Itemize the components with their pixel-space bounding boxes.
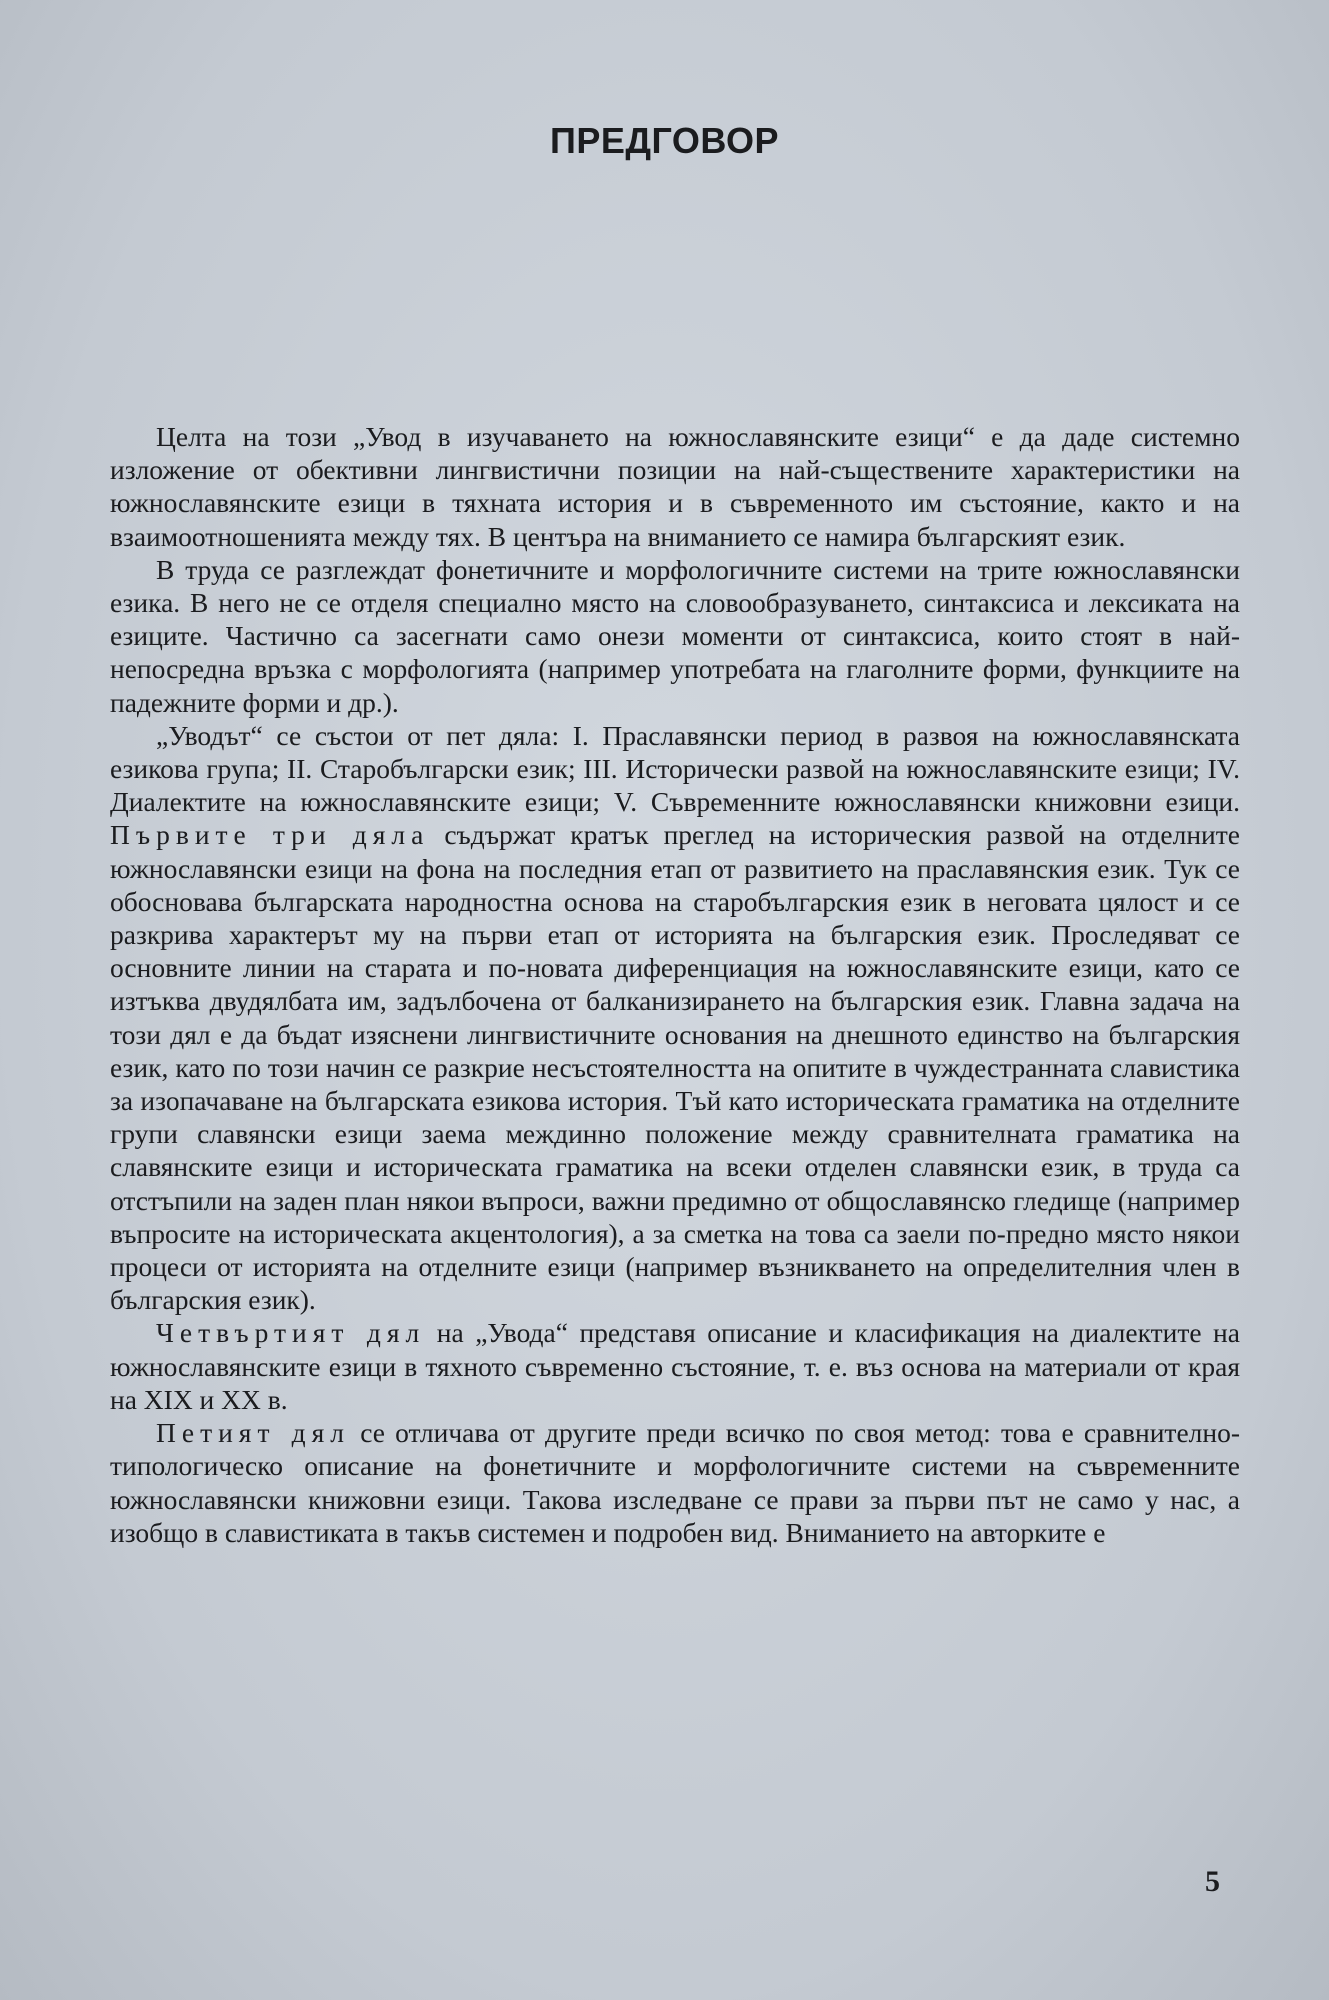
paragraph-3 (110, 719, 1240, 1317)
paragraph-4 (110, 1316, 1240, 1416)
spaced-emphasis: Петият дял (156, 1417, 351, 1449)
page-number: 5 (1205, 1865, 1220, 1898)
paragraph-text: Целта на този „Увод в изучаването на южнославянските езици“ е да даде системно изложение от обективни лингвистични позиции на най-съществените характеристики на южнославянските езици в тяхната история и в съвременното им състояние, както и на взаимоотношенията между тях. В центъра на вниманието се намира българският език. (110, 421, 1240, 552)
paragraph-1 (110, 420, 1240, 553)
spaced-emphasis: Четвъртият дял (156, 1317, 426, 1349)
paragraph-text: се отличава от другите преди всичко по своя метод: това е сравнително-типологическо описание на фонетичните и морфологичните системи на съвременните южнославянски книжовни езици. Такова изследване се прави за първи път не само у нас, а изобщо в славистиката в такъв системен и подробен вид. Вниманието на авторките е (110, 1417, 1240, 1548)
body-text (110, 420, 1240, 1549)
spaced-emphasis: Първите три дяла (110, 819, 430, 851)
paragraph-text: В труда се разглеждат фонетичните и морфологичните системи на трите южнославянски езика. В него не се отделя специално място на словообразуването, синтаксиса и лексиката на езиците. Частично са засегнати само онези моменти от синтаксиса, които стоят в най-непосредна връзка с морфологията (например употребата на глаголните форми, функциите на падежните форми и др.). (110, 553, 1240, 718)
paragraph-text: на „Увода“ представя описание и класификация на диалектите на южнославянските езици в тяхното съвременно състояние, т. е. въз основа на материали от края на XIX и XX в. (110, 1317, 1240, 1415)
paragraph-text: „Уводът“ се състои от пет дяла: I. Праславянски период в развоя на южнославянската езикова група; II. Старобългарски език; III. Исторически развой на южнославянските езици; IV. Диалектите на южнославянските езици; V. Съвременните южнославянски книжовни езици. (110, 719, 1240, 818)
paragraph-text: съдържат кратък преглед на историческия развой на отделните южнославянски езици на фона на последния етап от развитието на праславянския език. Тук се обосновава българската народностна основа на старобългарския език в неговата цялост и се разкрива характерът му на първи етап от историята на българския език. Проследяват се основните линии на старата и по-новата диференциация на южнославянските езици, като се изтъква двудялбата им, задълбочена от балканизирането на българския език. Главна задача на този дял е да бъдат изяснени лингвистичните основания на днешното единство на българския език, като по този начин се разкрие несъстоятелността на опитите в чуждестранната славистика за изопачаване на българската езикова история. Тъй като историческата граматика на отделните групи славянски езици заема междинно положение между сравнителната граматика на славянските езици и историческата граматика на всеки отделен славянски език, в труда са отстъпили на заден план някои въпроси, важни предимно от общославянско гледище (например въпросите на историческата акцентология), а за сметка на това са заели по-предно място някои процеси от историята на отделните езици (например възникването на определителния член в българския език). (110, 819, 1240, 1316)
page-title: ПРЕДГОВОР (549, 120, 780, 161)
paragraph-2 (110, 553, 1240, 719)
paragraph-5 (110, 1416, 1240, 1549)
